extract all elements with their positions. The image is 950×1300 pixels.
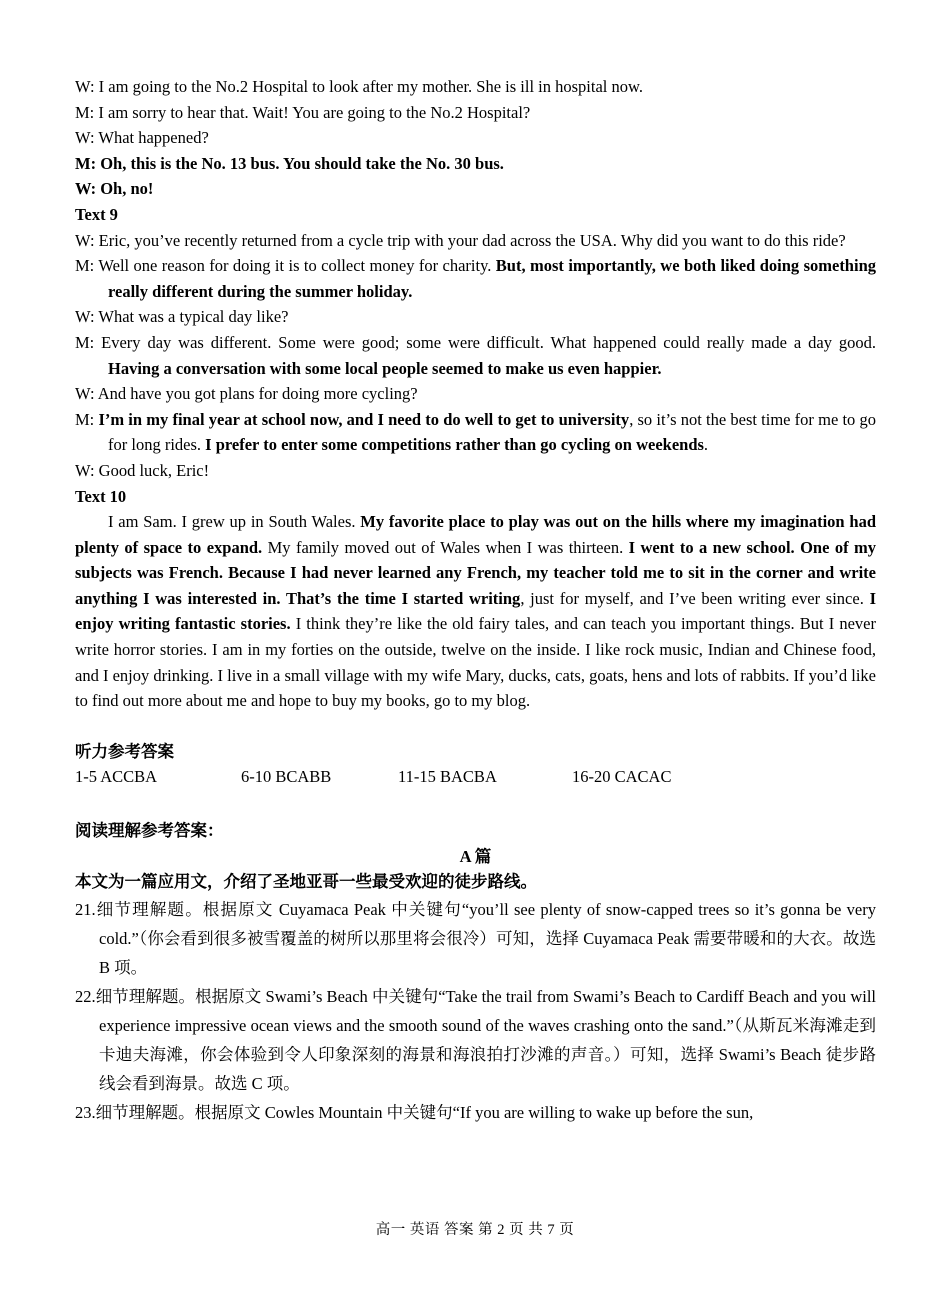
- listening-heading: 听力参考答案: [75, 741, 174, 761]
- text-segment: W: I am going to the No.2 Hospital to look after my mother. She is ill in hospital now.: [75, 77, 643, 96]
- text-segment: , just for myself, and I’ve been writing ever since.: [520, 588, 870, 608]
- text10-heading: Text 10: [75, 486, 127, 506]
- text-segment: , so it’s not the best time for me to go for long rides.: [108, 409, 876, 455]
- text-segment: W: Eric, you’ve recently returned from a cycle trip with your dad across the USA. Why did you want to do this ride?: [75, 230, 846, 250]
- text10-paragraph: [75, 509, 876, 714]
- reading-item: 21.细节理解题。根据原文 Cuyamaca Peak 中关键句“you’ll see plenty of snow-capped trees so it’s gonna be very cold.”（你会看到很多被雪覆盖的树所以那里将会很冷）可知，选择 Cuyamaca Peak 需要带暖和的大衣。故选 B 项。: [75, 899, 876, 977]
- text-segment: M: Every day was different. Some were good; some were difficult. What happened could really made a day good.: [75, 332, 876, 352]
- dialog-line: [75, 330, 876, 381]
- bold-text: My favorite place to play was out on the hills where my imagination had plenty of space to expand.: [75, 512, 876, 557]
- answer-group: 1-5 ACCBA: [75, 767, 158, 787]
- text-segment: I am Sam. I grew up in South Wales.: [108, 512, 361, 532]
- answer-group: 6-10 BCABB: [241, 767, 332, 787]
- answer-group: 16-20 CACAC: [572, 767, 672, 787]
- bold-text: M: Oh, this is the No. 13 bus. You should take the No. 30 bus.: [75, 153, 504, 173]
- answer-group: 11-15 BACBA: [398, 767, 497, 787]
- dialog-text8: [75, 74, 876, 202]
- section-a-title: A 篇: [459, 846, 492, 866]
- bold-text: I went to a new school. One of my subjects was French. Because I had never learned any French, my teacher told me to sit in the corner and write anything I was interested in. That’s the time I started writing: [75, 537, 877, 608]
- text-segment: M: Well one reason for doing it is to collect money for charity.: [75, 256, 496, 276]
- dialog-line: [75, 253, 876, 304]
- bold-text: But, most importantly, we both liked doing something really different during the summer holiday.: [108, 256, 876, 301]
- text-segment: W: What was a typical day like?: [75, 307, 289, 327]
- bold-text: Having a conversation with some local people seemed to make us even happier.: [108, 358, 662, 378]
- dialog-line: [75, 100, 876, 126]
- document-page: [75, 74, 876, 1127]
- bold-text: I enjoy writing fantastic stories.: [75, 588, 876, 634]
- text-segment: My family moved out of Wales when I was thirteen.: [262, 537, 629, 557]
- reading-item: 23.细节理解题。根据原文 Cowles Mountain 中关键句“If you are willing to wake up before the sun,: [75, 1102, 754, 1122]
- bold-text: I’m in my final year at school now, and I need to do well to get to university: [98, 409, 630, 429]
- reading-heading: 阅读理解参考答案：: [75, 821, 224, 841]
- dialog-text9: [75, 228, 876, 484]
- section-a-intro: 本文为一篇应用文，介绍了圣地亚哥一些最受欢迎的徒步路线。: [75, 872, 537, 892]
- dialog-line: [75, 407, 876, 458]
- dialog-line: [75, 458, 876, 484]
- page-footer: 高一 英语 答案 第 2 页 共 7 页: [375, 1222, 575, 1238]
- dialog-line: [75, 381, 876, 407]
- text-segment: M: I am sorry to hear that. Wait! You are going to the No.2 Hospital?: [75, 102, 531, 122]
- dialog-line: [75, 151, 876, 177]
- bold-text: I prefer to enter some competitions rather than go cycling on weekends: [205, 435, 704, 455]
- dialog-line: [75, 304, 876, 330]
- dialog-line: [75, 74, 876, 100]
- text-segment: W: Good luck, Eric!: [75, 460, 210, 480]
- text-segment: W: What happened?: [75, 128, 209, 148]
- dialog-line: [75, 125, 876, 151]
- reading-item: 22.细节理解题。根据原文 Swami’s Beach 中关键句“Take the trail from Swami’s Beach to Cardiff Beach and you will experience impressive ocean views and the smooth sound of the waves crashing onto the sand.”（从斯瓦米海滩走到卡迪夫海滩，你会体验到令人印象深刻的海景和海浪拍打沙滩的声音。）可知，选择 Swami’s Beach 徒步路线会看到海景。故选 C 项。: [75, 986, 876, 1093]
- text-segment: .: [703, 435, 709, 455]
- text-segment: I think they’re like the old fairy tales, and can teach you important things. But I never write horror stories. I am in my forties on the outside, twelve on the inside. I like rock music, Indian and Chinese food, and I enjoy drinking. I live in a small village with my wife Mary, ducks, cats, goats, hens and lots of rabbits. If you’d like to find out more about me and hope to buy my books, go to my blog.: [75, 614, 876, 711]
- text9-heading: Text 9: [75, 204, 118, 224]
- text-segment: M:: [75, 409, 99, 429]
- dialog-line: [75, 176, 876, 202]
- bold-text: W: Oh, no!: [75, 179, 154, 199]
- text-segment: W: And have you got plans for doing more cycling?: [75, 384, 418, 404]
- listening-answers: [75, 764, 876, 790]
- reading-items: [75, 895, 876, 1127]
- dialog-line: [75, 228, 876, 254]
